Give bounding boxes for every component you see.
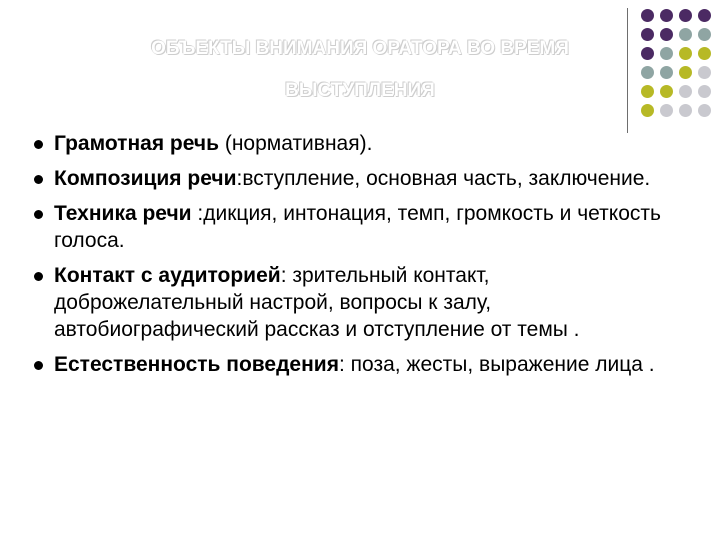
- bullet-dot-icon: [34, 140, 43, 149]
- bullet-heading: Техника речи: [54, 202, 192, 225]
- decor-dot: [698, 66, 711, 79]
- decor-dot: [660, 66, 673, 79]
- bullet-item: [34, 262, 674, 343]
- bullet-dot-icon: [34, 361, 43, 370]
- decor-vertical-line: [627, 8, 628, 133]
- decor-dot: [641, 9, 654, 22]
- decor-dot: [641, 104, 654, 117]
- decor-dot: [660, 104, 673, 117]
- decor-dot: [641, 47, 654, 60]
- decor-dot: [679, 104, 692, 117]
- decor-dot: [679, 85, 692, 98]
- decor-dot: [698, 47, 711, 60]
- decor-dot: [660, 28, 673, 41]
- decor-dot: [698, 9, 711, 22]
- bullet-dot-icon: [34, 272, 43, 281]
- bullet-text: :дикция, интонация, темп, громкость и четкость голоса.: [54, 202, 661, 252]
- decor-dot: [660, 85, 673, 98]
- decor-dot: [679, 66, 692, 79]
- bullet-heading: Контакт с аудиторией: [54, 264, 281, 287]
- decor-dot: [641, 66, 654, 79]
- bullet-heading: Естественность поведения: [54, 353, 339, 376]
- bullet-text: (нормативная).: [219, 132, 373, 155]
- bullet-item: [34, 351, 674, 378]
- bullet-text: : зрительный контакт, доброжелательный настрой, вопросы к залу, автобиографический рассказ и отступление от темы .: [54, 264, 580, 341]
- decor-dot: [641, 85, 654, 98]
- slide-title: [70, 28, 650, 112]
- decor-dot: [698, 104, 711, 117]
- bullet-item: [34, 130, 674, 157]
- decor-dot: [660, 47, 673, 60]
- bullet-dot-icon: [34, 175, 43, 184]
- decor-dot: [679, 47, 692, 60]
- bullet-text: :вступление, основная часть, заключение.: [236, 167, 651, 190]
- bullet-text: : поза, жесты, выражение лица .: [338, 353, 655, 376]
- decor-dot: [660, 9, 673, 22]
- bullet-item: [34, 165, 674, 192]
- decor-dot: [641, 28, 654, 41]
- bullet-list: [34, 130, 674, 386]
- slide-title-line-1: ОБЪЕКТЫ ВНИМАНИЯ ОРАТОРА ВО ВРЕМЯ: [151, 38, 569, 59]
- decor-dot: [698, 85, 711, 98]
- decor-dot: [679, 9, 692, 22]
- bullet-dot-icon: [34, 210, 43, 219]
- slide-title-line-2: ВЫСТУПЛЕНИЯ: [285, 80, 435, 101]
- bullet-heading: Композиция речи: [54, 167, 237, 190]
- decor-dot: [679, 28, 692, 41]
- bullet-item: [34, 200, 674, 254]
- bullet-heading: Грамотная речь: [54, 132, 219, 155]
- decor-dot: [698, 28, 711, 41]
